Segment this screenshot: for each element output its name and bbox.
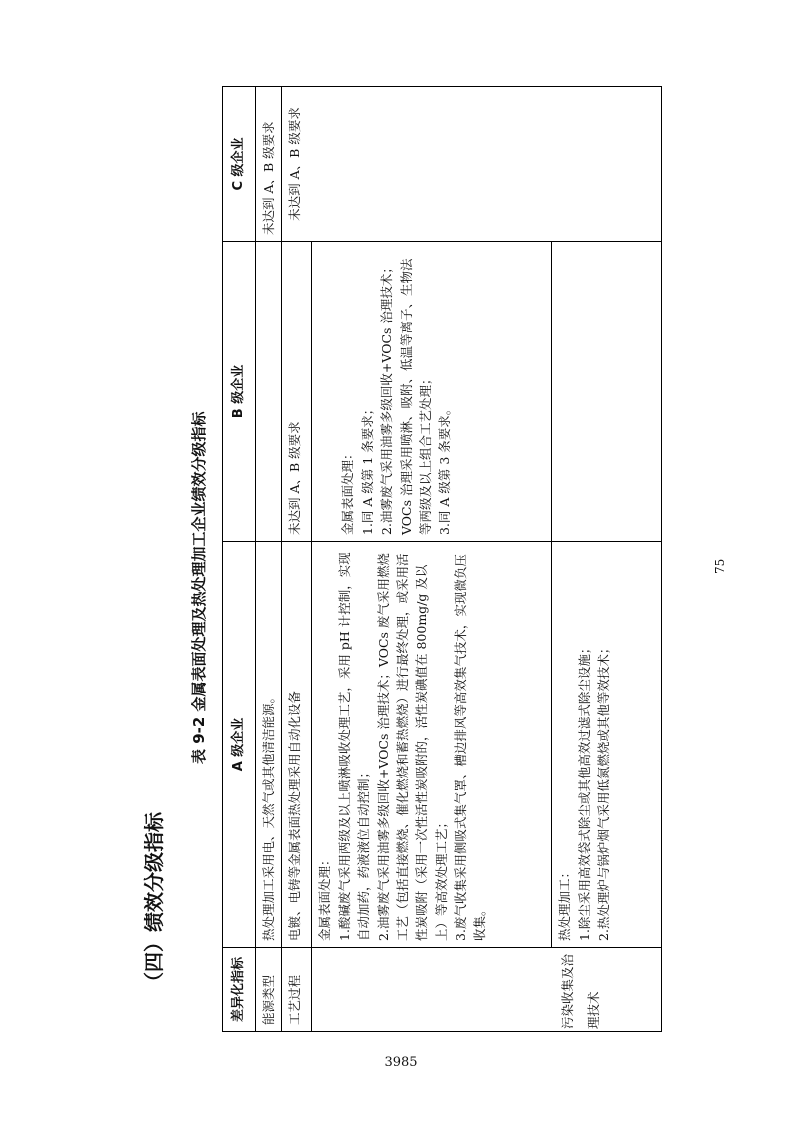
energy-c: 未达到 A、B 级要求 [256, 87, 282, 242]
pollution-b-heat [552, 242, 662, 542]
table-row-process [282, 87, 312, 1032]
performance-table [222, 86, 662, 1032]
section-heading-text: （四）绩效分级指标 [142, 812, 166, 992]
process-a: 电镀、电铸等金属表面热处理采用自动化设备 [282, 542, 312, 948]
process-label: 工艺过程 [282, 948, 312, 1032]
a-surface-line-1: 1.酸碱废气采用两级及以上喷淋吸收处理工艺，采用 pH 计控制，实现自动加药，药液液位自动控制； [336, 552, 372, 941]
energy-b [256, 242, 282, 542]
a-surface-line-3: 3.废气收集采用侧吸式集气罩、槽边排风等高效集气技术，实现微负压收集。 [453, 554, 488, 941]
pollution-a-surface [312, 542, 552, 948]
process-b: 未达到 A、B 级要求 [282, 242, 312, 542]
pollution-a-heat [552, 542, 662, 948]
energy-label: 能源类型 [256, 948, 282, 1032]
pollution-b-surface [312, 242, 552, 542]
pollution-label: 污染收集及治理技术 [560, 953, 601, 1029]
pollution-c-text: 未达到 A、B 级要求 [287, 107, 303, 221]
a-surface-line-0: 金属表面处理： [317, 853, 333, 941]
pollution-label-cell [312, 948, 662, 1032]
rotated-table-area [222, 87, 662, 1032]
a-surface-line-2: 2.油雾废气采用油雾多级回收+VOCs 治理技术；VOCs 废气采用燃烧工艺（包括直接燃烧、催化燃烧和蓄热燃烧）进行最终处理，或采用活性炭吸附（采用一次性活性炭吸附的，活性炭碘值在 800mg/g 及以上）等高效处理工艺； [375, 553, 449, 941]
a-heat-line-2: 2.热处理炉与锅炉烟气采用低氮燃烧或其他等效技术； [596, 641, 612, 941]
side-page-number [711, 552, 731, 582]
table-title [182, 354, 212, 774]
a-heat-line-1: 1.除尘采用高效袋式除尘或其他高效过滤式除尘设施； [576, 641, 592, 941]
header-a: A 级企业 [223, 542, 256, 948]
bottom-page-number: 3985 [384, 1055, 418, 1070]
table-row-energy [256, 87, 282, 1032]
header-indicator: 差异化指标 [223, 948, 256, 1032]
a-heat-line-0: 热处理加工： [557, 865, 573, 941]
b-surface-line-3: 3.同 A 级第 3 条要求。 [437, 402, 453, 535]
header-c: C 级企业 [223, 87, 256, 242]
b-surface-line-0: 金属表面处理： [340, 447, 356, 535]
side-page-number-text: 75 [713, 558, 727, 574]
b-surface-line-2: 2.油雾废气采用油雾多级回收+VOCs 治理技术；VOCs 治理采用喷淋、吸附、低温等离子、生物法等两级及以上组合工艺处理； [379, 258, 433, 535]
pollution-c [282, 87, 662, 242]
b-surface-line-1: 1.同 A 级第 1 条要求； [359, 402, 375, 535]
energy-a: 热处理加工采用电、天然气或其他清洁能源。 [256, 542, 282, 948]
table-title-text: 表 9-2 金属表面处理及热处理加工企业绩效分级指标 [190, 411, 208, 764]
header-b: B 级企业 [223, 242, 256, 542]
section-heading [130, 787, 170, 997]
